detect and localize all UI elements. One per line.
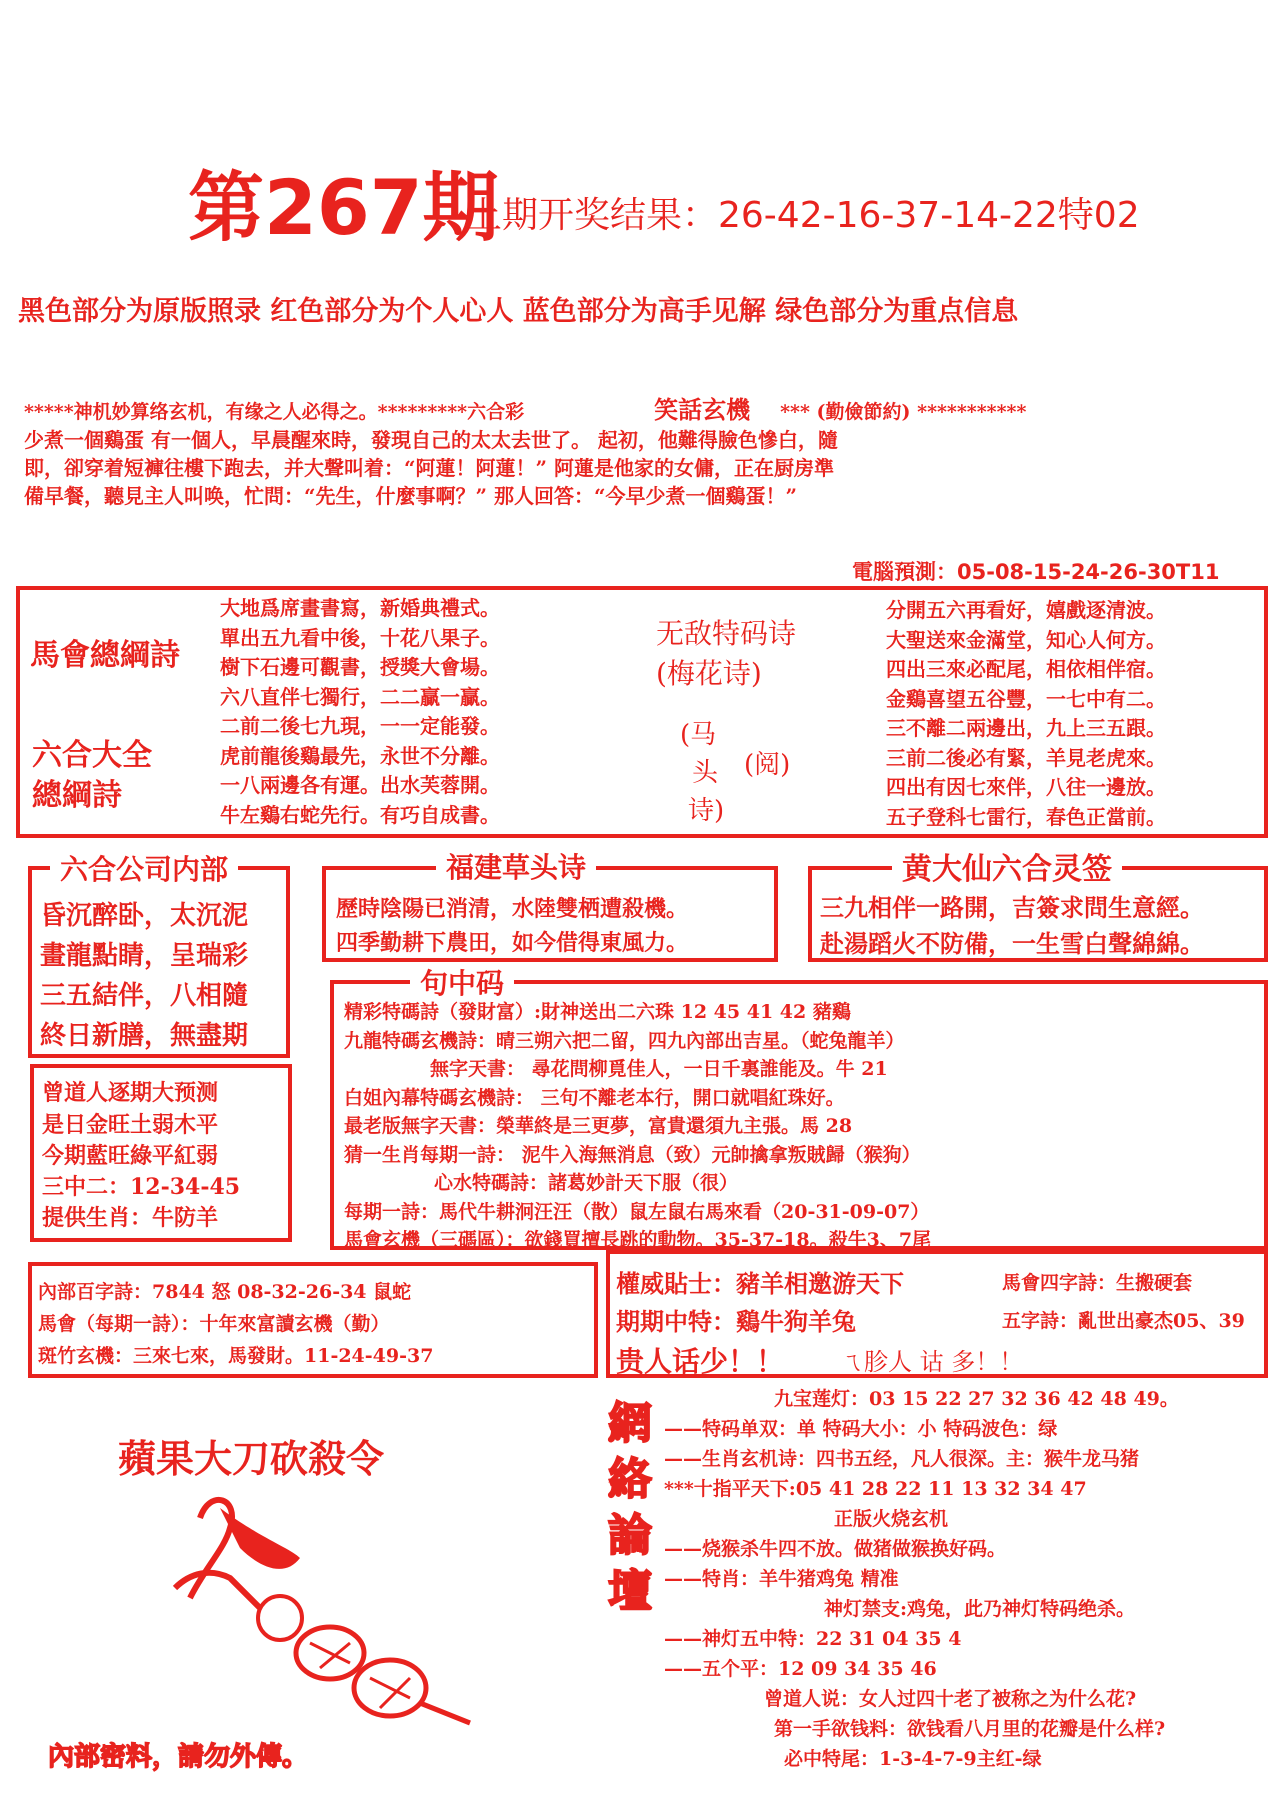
joke-line4: 備早餐，聽見主人叫唤，忙問：“先生，什麼事啊？” 那人回答：“今早少煮一個鷄蛋！” [24, 484, 797, 508]
juzhong-line: 無字天書： 尋花問柳覓佳人，一日千裏誰能及。牛 21 [430, 1058, 888, 1080]
daoren-box [30, 1064, 292, 1242]
network-line: 必中特尾：1-3-4-7-9主红-绿 [784, 1748, 1042, 1770]
juzhong-line: 馬會玄機（三碼區）：欲錢買擅長跳的動物。35-37-18。殺牛3、7尾 [344, 1229, 932, 1251]
poem-right-line: 大聖送來金滿堂，知心人何方。 [886, 627, 1166, 652]
fujian-line: 四季勤耕下農田，如今借得東風力。 [336, 930, 689, 956]
network-line: ——神灯五中特：22 31 04 35 4 [664, 1628, 962, 1650]
network-line: ——特码单双：单 特码大小：小 特码波色：绿 [664, 1418, 1058, 1440]
daoren-line: 提供生肖：牛防羊 [42, 1205, 219, 1231]
huang-line: 三九相伴一路開，吉簽求問生意經。 [820, 893, 1204, 922]
poem-left-line: 一八兩邊各有運。出水芙蓉開。 [220, 773, 500, 797]
poem-right-line: 四出三來必配尾，相依相伴宿。 [886, 657, 1166, 681]
company-title: 六合公司内部 [50, 848, 238, 888]
poem-right-line: 四出有因七來伴，八往一邊放。 [886, 775, 1166, 799]
poem-left-line: 大地爲席畫書寫，新婚典禮式。 [220, 596, 500, 620]
company-box [28, 853, 290, 1058]
neibu-line: 馬會（每期一詩）：十年來富讀玄機（勤） [38, 1313, 390, 1335]
juzhong-line: 猜一生肖每期一詩： 泥牛入海無消息（致）元帥擒拿叛賊歸（猴狗） [344, 1143, 921, 1166]
poem-right-line: 金鷄喜望五谷豐，一七中有二。 [886, 686, 1166, 711]
juzhong-line: 最老版無字天書：榮華終是三更夢，富貴還須九主張。馬 28 [344, 1115, 853, 1137]
issue-number: 第267期 [188, 163, 499, 252]
last-result: 上期开奖结果：26-42-16-37-14-22特02 [466, 195, 1140, 236]
poem-left-title2a: 六合大全 [32, 738, 152, 773]
network-vertical-title [602, 1396, 658, 1620]
poem-left-line: 單出五九看中後，十花八果子。 [220, 625, 500, 650]
company-line: 終日新膳，無盡期 [40, 1021, 249, 1051]
huang-line: 赴湯蹈火不防備，一生雪白聲綿綿。 [820, 929, 1204, 958]
poem-right-line: 五子登科七雷行，春色正當前。 [886, 804, 1166, 829]
poem-box [16, 586, 1268, 838]
network-line: ——生肖玄机诗：四书五经，凡人很深。主：猴牛龙马猪 [664, 1448, 1140, 1470]
joke-section [24, 396, 1264, 510]
network-lines [664, 1384, 1179, 1774]
juzhong-line: 白姐內幕特碼玄機詩： 三句不離老本行，開口就唱紅珠好。 [344, 1086, 845, 1109]
color-legend: 黑色部分为原版照录 红色部分为个人心人 蓝色部分为高手见解 绿色部分为重点信息 [18, 296, 1019, 327]
poem-mid-title1: 无敌特码诗 [656, 617, 797, 650]
juzhong-line: 九龍特碼玄機詩：晴三朔六把二留，四九內部出吉星。（蛇兔龍羊） [344, 1029, 905, 1052]
huang-box [808, 852, 1268, 962]
knife-icon [170, 1478, 500, 1728]
neibu-box [28, 1262, 598, 1378]
apple-title: 蘋果大刀砍殺令 [118, 1436, 385, 1481]
fujian-title: 福建草头诗 [436, 846, 596, 886]
computer-forecast: 電腦預測：05-08-15-24-26-30T11 [852, 560, 1220, 584]
daoren-title: 曾道人逐期大预测 [42, 1080, 219, 1106]
network-line: ——特肖：羊牛猪鸡兔 精准 [664, 1568, 899, 1590]
company-line: 三五結伴，八相隨 [40, 981, 249, 1011]
poem-left-title2b: 總綱詩 [32, 778, 122, 813]
neibu-line: 內部百字詩：7844 怒 08-32-26-34 鼠蛇 [38, 1281, 412, 1303]
network-line: ***十指平天下:05 41 28 22 11 13 32 34 47 [664, 1478, 1087, 1500]
poem-right-line: 三不離二兩邊出，九上三五跟。 [886, 716, 1166, 740]
poem-mid-title3c: 诗) [688, 796, 725, 826]
network-line: 神灯禁支:鸡兔，此乃神灯特码绝杀。 [824, 1598, 1136, 1620]
juzhong-line: 每期一詩：馬代牛耕泂汪汪（散）鼠左鼠右馬來看（20-31-09-07） [344, 1200, 930, 1223]
joke-title: 笑話玄機 [654, 395, 751, 424]
poem-left-line: 二前二後七九現，一一定能發。 [220, 714, 500, 738]
network-vertical-text: 網絡論壇 [608, 1398, 652, 1617]
poem-left-line: 六八直伴七獨行，二二贏一贏。 [220, 684, 500, 709]
daoren-line: 今期藍旺綠平紅弱 [42, 1143, 219, 1169]
poem-mid-title2: (梅花诗) [656, 657, 762, 690]
apple-footer: 內部密料，請勿外傳。 [48, 1742, 309, 1772]
poem-mid-title3a: (马 [680, 720, 717, 750]
juzhong-line: 心水特碼詩：諸葛妙計天下服（很） [434, 1172, 739, 1194]
fujian-box [322, 851, 778, 962]
poem-left-line: 樹下石邊可觀書，授獎大會場。 [220, 655, 500, 679]
company-line: 畫龍點睛，呈瑞彩 [40, 941, 249, 971]
joke-line3: 即，卻穿着短褲往樓下跑去，并大聲叫着：“阿蓮！阿蓮！” 阿蓮是他家的女傭，正在厨房準 [24, 456, 834, 480]
intro-line1-tail: *** (勤儉節約) *********** [780, 401, 1027, 423]
network-line: ——五个平：12 09 34 35 46 [664, 1658, 937, 1680]
company-lines [40, 896, 248, 1056]
intro-line1: *****神机妙算络玄机，有缘之人必得之。*********六合彩 [24, 401, 525, 423]
tips-line2b: 五字詩：亂世出豪杰05、39 [1002, 1310, 1245, 1332]
tips-line1b: 馬會四字詩：生搬硬套 [1002, 1272, 1193, 1294]
neibu-line: 斑竹玄機：三來七來，馬發財。11-24-49-37 [38, 1345, 434, 1367]
poem-left-line: 牛左鷄右蛇先行。有巧自成書。 [220, 802, 500, 827]
network-line: 正版火烧玄机 [834, 1508, 949, 1530]
juzhong-line: 精彩特碼詩（發財富）:財神送出二六珠 12 45 41 42 豬鷄 [344, 1001, 851, 1023]
poem-right-line: 三前二後必有緊，羊見老虎來。 [886, 745, 1166, 770]
network-line: ——烧猴杀牛四不放。做猪做猴换好码。 [664, 1538, 1007, 1560]
poem-right-line: 分開五六再看好，嬉戲逐清波。 [886, 598, 1166, 622]
poem-mid-title3d: (阅) [744, 750, 791, 780]
tips-line3b: ㄟ胗人 诂 多！！ [840, 1348, 1024, 1376]
joke-line2: 少煮一個鷄蛋 有一個人，早晨醒來時，發現自己的太太去世了。 起初，他難得臉色慘白，隨 [24, 428, 838, 452]
knife-illustration [170, 1478, 500, 1728]
daoren-lines [42, 1110, 240, 1234]
juzhong-box [330, 967, 1268, 1251]
poem-mid-title3b: 头 [692, 758, 719, 788]
poem-left-line: 虎前龍後鷄最先，永世不分離。 [220, 743, 500, 768]
daoren-line: 是日金旺土弱木平 [42, 1112, 219, 1138]
fujian-line: 歷時陰陽已消清，水陸雙栖遭殺機。 [336, 896, 689, 922]
daoren-line: 三中二：12-34-45 [42, 1174, 241, 1200]
tips-box [606, 1250, 1268, 1378]
huang-lines [820, 890, 1204, 962]
neibu-lines [38, 1276, 433, 1372]
company-line: 昏沉醉卧，太沉泥 [40, 901, 249, 931]
network-line: 曾道人说：女人过四十老了被称之为什么花? [764, 1688, 1137, 1710]
tips-line1a: 權威貼士：豬羊相邀游天下 [616, 1269, 904, 1298]
tips-line2a: 期期中特：鷄牛狗羊兔 [616, 1307, 856, 1336]
poem-left-lines [220, 594, 500, 830]
network-line: 第一手欲钱料：欲钱看八月里的花瓣是什么样? [774, 1718, 1166, 1740]
juzhong-title: 句中码 [410, 962, 514, 1002]
tips-line3a: 贵人话少！！ [616, 1345, 785, 1378]
huang-title: 黄大仙六合灵签 [892, 844, 1122, 888]
fujian-lines [336, 892, 688, 960]
poem-left-title1: 馬會總綱詩 [30, 638, 180, 673]
juzhong-lines [344, 998, 931, 1255]
poem-right-lines [886, 596, 1166, 832]
network-line: 九宝莲灯：03 15 22 27 32 36 42 48 49。 [774, 1388, 1179, 1410]
